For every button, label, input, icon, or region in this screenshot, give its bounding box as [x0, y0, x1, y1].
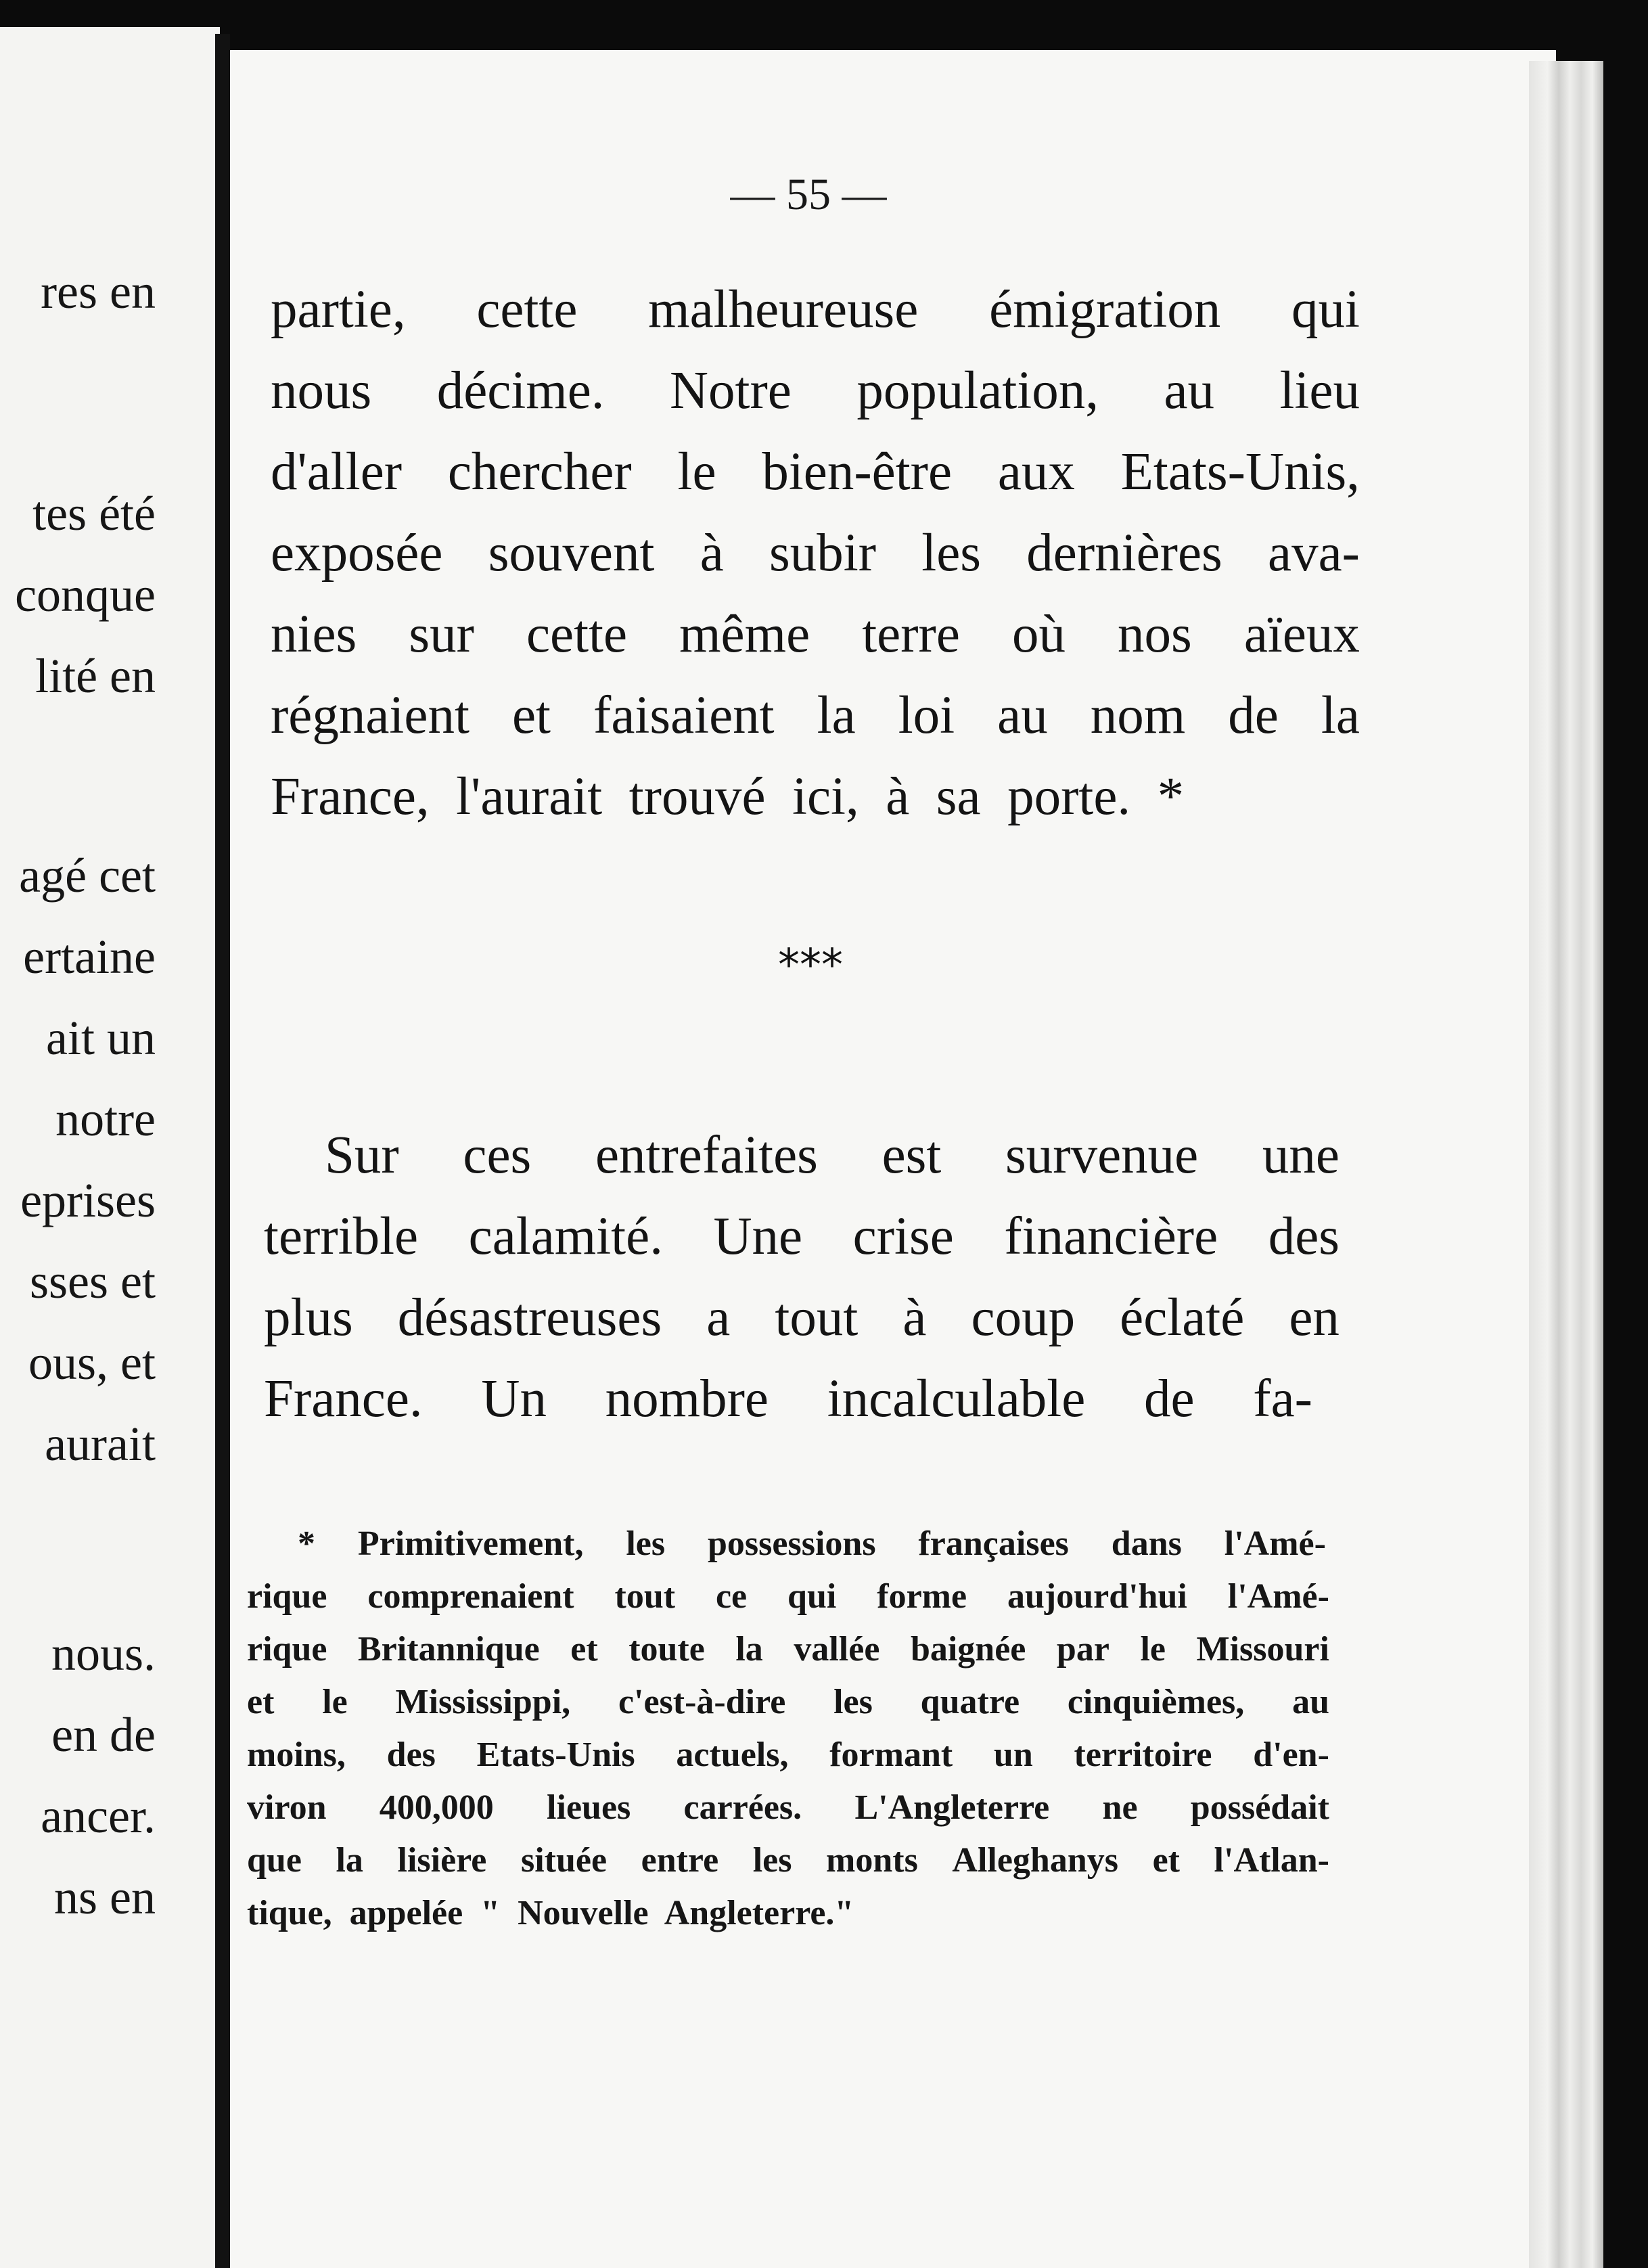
left-line: lité en	[35, 649, 156, 703]
text-line: exposée souvent à subir les dernières ava-	[271, 524, 1360, 583]
text-line: Sur ces entrefaites est survenue une	[325, 1126, 1340, 1185]
left-line: ancer.	[41, 1789, 156, 1843]
text-line: d'aller chercher le bien-être aux Etats-Unis,	[271, 443, 1360, 501]
text-line: France. Un nombre incalculable de fa-	[264, 1369, 1312, 1428]
left-line: sses et	[30, 1254, 156, 1309]
text-line: nous décime. Notre population, au lieu	[271, 361, 1360, 420]
left-line: agé cet	[19, 848, 156, 903]
left-page	[0, 27, 220, 2268]
left-line: eprises	[20, 1173, 156, 1227]
left-line: tes été	[32, 486, 156, 541]
footnote-line: tique, appelée " Nouvelle Angleterre."	[247, 1894, 854, 1932]
text-line: partie, cette malheureuse émigration qui	[271, 280, 1360, 339]
left-line: ous, et	[28, 1336, 156, 1390]
section-separator: ***	[778, 940, 843, 991]
left-line: res en	[41, 265, 156, 319]
left-line: nous.	[51, 1627, 156, 1681]
text-line: plus désastreuses a tout à coup éclaté en	[264, 1288, 1340, 1347]
left-line: en de	[51, 1708, 156, 1762]
left-line: aurait	[45, 1417, 156, 1471]
left-line: ns en	[54, 1870, 156, 1924]
footnote-line: viron 400,000 lieues carrées. L'Angleterre ne possédait	[247, 1788, 1329, 1827]
footnote-line: * Primitivement, les possessions françaises dans l'Amé-	[298, 1524, 1326, 1563]
left-line: conque	[15, 568, 156, 622]
text-line: nies sur cette même terre où nos aïeux	[271, 605, 1360, 664]
text-line: terrible calamité. Une crise financière des	[264, 1207, 1340, 1266]
page-edge	[1529, 61, 1603, 2268]
book-gutter	[215, 34, 230, 2268]
text-line: régnaient et faisaient la loi au nom de la	[271, 686, 1360, 745]
left-line: ertaine	[23, 930, 156, 984]
left-line: ait un	[46, 1011, 156, 1065]
page-number: — 55 —	[730, 170, 887, 219]
footnote-line: rique comprenaient tout ce qui forme aujourd'hui l'Amé-	[247, 1577, 1329, 1616]
text-line: France, l'aurait trouvé ici, à sa porte. *	[271, 767, 1185, 826]
footnote-line: moins, des Etats-Unis actuels, formant un territoire d'en-	[247, 1736, 1329, 1774]
footnote-line: que la lisière située entre les monts Alleghanys et l'Atlan-	[247, 1841, 1329, 1880]
left-line: notre	[55, 1092, 156, 1146]
footnote-line: rique Britannique et toute la vallée baignée par le Missouri	[247, 1630, 1329, 1669]
footnote-line: et le Mississippi, c'est-à-dire les quatre cinquièmes, au	[247, 1683, 1329, 1721]
